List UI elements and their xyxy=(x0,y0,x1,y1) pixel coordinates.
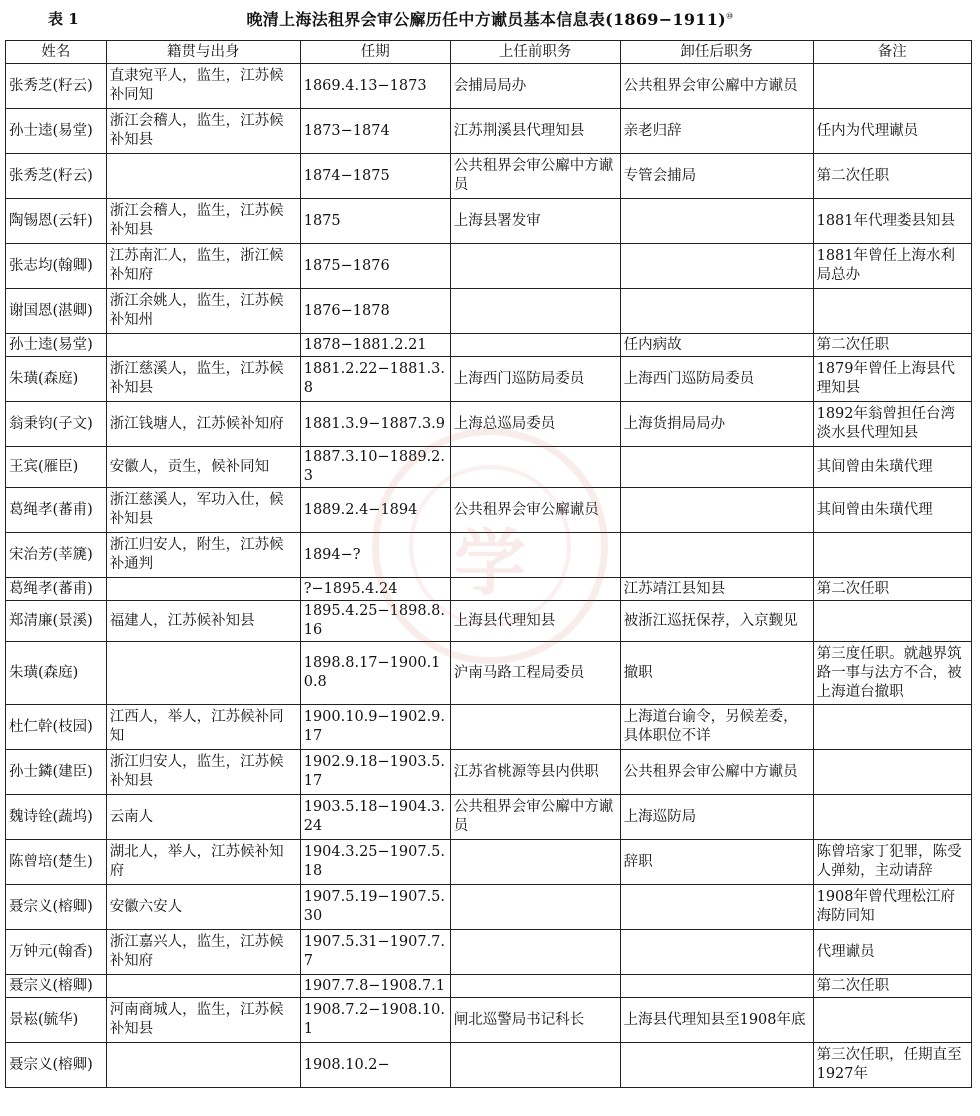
header-row xyxy=(6,41,972,64)
cell-remarks xyxy=(813,795,971,840)
cell-origin xyxy=(106,578,300,601)
cell-origin: 浙江余姚人，监生，江苏候补知州 xyxy=(106,289,300,334)
cell-previous-post xyxy=(450,885,620,930)
cell-name: 聂宗义(榕卿) xyxy=(6,1043,107,1088)
cell-term: 1875−1876 xyxy=(300,244,450,289)
cell-previous-post: 会捕局局办 xyxy=(450,64,620,109)
cell-origin: 浙江会稽人，监生，江苏候补知县 xyxy=(106,199,300,244)
cell-term: 1875 xyxy=(300,199,450,244)
cell-name: 张志均(翰卿) xyxy=(6,244,107,289)
cell-previous-post xyxy=(450,840,620,885)
cell-remarks: 第三次任职，任期直至1927年 xyxy=(813,1043,971,1088)
cell-next-post xyxy=(620,885,813,930)
cell-previous-post xyxy=(450,578,620,601)
header-term: 任期 xyxy=(300,41,450,64)
watermark-seal: 学 xyxy=(372,428,608,664)
cell-previous-post xyxy=(450,1043,620,1088)
cell-term: 1874−1875 xyxy=(300,154,450,199)
cell-previous-post xyxy=(450,533,620,578)
table-row xyxy=(6,642,972,705)
cell-next-post: 辞职 xyxy=(620,840,813,885)
cell-remarks: 1908年曾代理松江府海防同知 xyxy=(813,885,971,930)
cell-remarks: 其间曾由朱璜代理 xyxy=(813,447,971,488)
cell-previous-post xyxy=(450,244,620,289)
cell-remarks: 第二次任职 xyxy=(813,975,971,998)
table-row xyxy=(6,975,972,998)
cell-remarks: 第二次任职 xyxy=(813,578,971,601)
cell-next-post xyxy=(620,975,813,998)
header-next-post: 卸任后职务 xyxy=(620,41,813,64)
cell-next-post: 上海巡防局 xyxy=(620,795,813,840)
cell-name: 景崧(毓华) xyxy=(6,998,107,1043)
table-row xyxy=(6,795,972,840)
table-row xyxy=(6,289,972,334)
table-row xyxy=(6,244,972,289)
cell-next-post: 上海货捐局局办 xyxy=(620,402,813,447)
cell-previous-post xyxy=(450,289,620,334)
table-row xyxy=(6,930,972,975)
cell-previous-post: 沪南马路工程局委员 xyxy=(450,642,620,705)
cell-origin: 浙江归安人，附生，江苏候补通判 xyxy=(106,533,300,578)
cell-name: 孙士逵(易堂) xyxy=(6,109,107,154)
cell-origin: 浙江钱塘人，江苏候补知府 xyxy=(106,402,300,447)
cell-origin: 浙江嘉兴人，监生，江苏候补知府 xyxy=(106,930,300,975)
cell-name: 宋治芳(莘篪) xyxy=(6,533,107,578)
cell-term: 1900.10.9−1902.9.17 xyxy=(300,705,450,750)
table-row xyxy=(6,199,972,244)
cell-name: 孙士逵(易堂) xyxy=(6,334,107,357)
table-row xyxy=(6,885,972,930)
cell-next-post xyxy=(620,533,813,578)
cell-previous-post: 上海县署发审 xyxy=(450,199,620,244)
cell-next-post: 公共租界会审公廨中方谳员 xyxy=(620,750,813,795)
cell-origin: 江苏南汇人，监生，浙江候补知府 xyxy=(106,244,300,289)
table-row xyxy=(6,840,972,885)
cell-name: 葛绳孝(蕃甫) xyxy=(6,578,107,601)
cell-term: 1887.3.10−1889.2.3 xyxy=(300,447,450,488)
cell-next-post xyxy=(620,1043,813,1088)
cell-previous-post: 公共租界会审公廨谳员 xyxy=(450,488,620,533)
header-previous-post: 上任前职务 xyxy=(450,41,620,64)
cell-origin xyxy=(106,975,300,998)
cell-next-post: 专管会捕局 xyxy=(620,154,813,199)
cell-name: 葛绳孝(蕃甫) xyxy=(6,488,107,533)
cell-term: ?−1895.4.24 xyxy=(300,578,450,601)
cell-remarks xyxy=(813,705,971,750)
cell-previous-post: 江苏省桃源等县内供职 xyxy=(450,750,620,795)
cell-origin: 福建人，江苏候补知县 xyxy=(106,601,300,642)
cell-remarks xyxy=(813,998,971,1043)
cell-term: 1907.5.31−1907.7.7 xyxy=(300,930,450,975)
cell-remarks: 其间曾由朱璜代理 xyxy=(813,488,971,533)
cell-origin: 云南人 xyxy=(106,795,300,840)
cell-remarks: 陈曾培家丁犯罪，陈受人弹劾，主动请辞 xyxy=(813,840,971,885)
cell-remarks xyxy=(813,289,971,334)
cell-origin: 安徽六安人 xyxy=(106,885,300,930)
cell-term: 1908.7.2−1908.10.1 xyxy=(300,998,450,1043)
cell-origin: 浙江会稽人，监生，江苏候补知县 xyxy=(106,109,300,154)
table-row xyxy=(6,447,972,488)
info-table xyxy=(5,40,972,1088)
cell-name: 陈曾培(楚生) xyxy=(6,840,107,885)
cell-previous-post xyxy=(450,334,620,357)
cell-term: 1881.3.9−1887.3.9 xyxy=(300,402,450,447)
cell-origin: 浙江慈溪人，军功入仕，候补知县 xyxy=(106,488,300,533)
cell-next-post: 上海县代理知县至1908年底 xyxy=(620,998,813,1043)
cell-term: 1903.5.18−1904.3.24 xyxy=(300,795,450,840)
table-row xyxy=(6,998,972,1043)
table-row xyxy=(6,334,972,357)
header-name: 姓名 xyxy=(6,41,107,64)
cell-origin: 江西人，举人，江苏候补同知 xyxy=(106,705,300,750)
cell-previous-post: 江苏荆溪县代理知县 xyxy=(450,109,620,154)
cell-name: 张秀芝(籽云) xyxy=(6,154,107,199)
cell-name: 张秀芝(籽云) xyxy=(6,64,107,109)
cell-next-post: 撤职 xyxy=(620,642,813,705)
cell-term: 1907.5.19−1907.5.30 xyxy=(300,885,450,930)
cell-next-post xyxy=(620,930,813,975)
table-row xyxy=(6,109,972,154)
table-title xyxy=(0,7,980,30)
cell-previous-post: 公共租界会审公廨中方谳员 xyxy=(450,795,620,840)
footnote-mark: ⑩ xyxy=(726,11,734,21)
cell-origin: 浙江归安人，监生，江苏候补知县 xyxy=(106,750,300,795)
cell-previous-post xyxy=(450,705,620,750)
cell-name: 聂宗义(榕卿) xyxy=(6,975,107,998)
cell-previous-post: 公共租界会审公廨中方谳员 xyxy=(450,154,620,199)
cell-previous-post: 上海县代理知县 xyxy=(450,601,620,642)
cell-previous-post xyxy=(450,930,620,975)
cell-next-post xyxy=(620,488,813,533)
cell-previous-post: 闸北巡警局书记科长 xyxy=(450,998,620,1043)
cell-origin: 安徽人，贡生，候补同知 xyxy=(106,447,300,488)
cell-remarks xyxy=(813,64,971,109)
cell-term: 1904.3.25−1907.5.18 xyxy=(300,840,450,885)
table-row xyxy=(6,357,972,402)
table-row xyxy=(6,533,972,578)
table-row xyxy=(6,402,972,447)
cell-remarks: 第三度任职。就越界筑路一事与法方不合，被上海道台撤职 xyxy=(813,642,971,705)
cell-next-post xyxy=(620,244,813,289)
cell-next-post: 上海道台谕令，另候差委，具体职位不详 xyxy=(620,705,813,750)
table-row xyxy=(6,64,972,109)
cell-next-post: 被浙江巡抚保荐，入京觐见 xyxy=(620,601,813,642)
table-title-text: 晚清上海法租界会审公廨历任中方谳员基本信息表(1869−1911) xyxy=(246,10,727,29)
cell-name: 郑清廉(景溪) xyxy=(6,601,107,642)
cell-next-post xyxy=(620,199,813,244)
cell-next-post: 上海西门巡防局委员 xyxy=(620,357,813,402)
table-row xyxy=(6,154,972,199)
cell-name: 杜仁幹(枝园) xyxy=(6,705,107,750)
cell-origin xyxy=(106,642,300,705)
cell-previous-post: 上海总巡局委员 xyxy=(450,402,620,447)
cell-name: 朱璜(森庭) xyxy=(6,357,107,402)
table-row xyxy=(6,601,972,642)
cell-previous-post xyxy=(450,975,620,998)
cell-remarks xyxy=(813,533,971,578)
cell-term: 1902.9.18−1903.5.17 xyxy=(300,750,450,795)
table-caption xyxy=(0,0,980,38)
cell-term: 1878−1881.2.21 xyxy=(300,334,450,357)
cell-origin: 湖北人，举人，江苏候补知府 xyxy=(106,840,300,885)
cell-remarks: 任内为代理谳员 xyxy=(813,109,971,154)
cell-name: 翁秉钧(子文) xyxy=(6,402,107,447)
table-label: 表 1 xyxy=(48,10,79,28)
cell-remarks: 1881年代理娄县知县 xyxy=(813,199,971,244)
cell-next-post: 任内病故 xyxy=(620,334,813,357)
cell-remarks xyxy=(813,601,971,642)
cell-next-post xyxy=(620,289,813,334)
cell-next-post xyxy=(620,447,813,488)
cell-origin: 直隶宛平人，监生，江苏候补同知 xyxy=(106,64,300,109)
cell-remarks: 1892年翁曾担任台湾淡水县代理知县 xyxy=(813,402,971,447)
cell-term: 1907.7.8−1908.7.1 xyxy=(300,975,450,998)
table-row xyxy=(6,750,972,795)
cell-next-post: 公共租界会审公廨中方谳员 xyxy=(620,64,813,109)
cell-name: 魏诗铨(蔬坞) xyxy=(6,795,107,840)
cell-term: 1908.10.2− xyxy=(300,1043,450,1088)
cell-term: 1881.2.22−1881.3.8 xyxy=(300,357,450,402)
cell-name: 万钟元(翰香) xyxy=(6,930,107,975)
header-origin: 籍贯与出身 xyxy=(106,41,300,64)
cell-name: 朱璜(森庭) xyxy=(6,642,107,705)
cell-remarks xyxy=(813,750,971,795)
cell-remarks: 第二次任职 xyxy=(813,154,971,199)
cell-next-post: 江苏靖江县知县 xyxy=(620,578,813,601)
cell-origin xyxy=(106,334,300,357)
cell-term: 1889.2.4−1894 xyxy=(300,488,450,533)
table-row xyxy=(6,578,972,601)
cell-name: 聂宗义(榕卿) xyxy=(6,885,107,930)
cell-term: 1876−1878 xyxy=(300,289,450,334)
cell-term: 1895.4.25−1898.8.16 xyxy=(300,601,450,642)
cell-term: 1873−1874 xyxy=(300,109,450,154)
header-remarks: 备注 xyxy=(813,41,971,64)
cell-name: 王宾(雁臣) xyxy=(6,447,107,488)
cell-remarks: 1881年曾任上海水利局总办 xyxy=(813,244,971,289)
table-row xyxy=(6,1043,972,1088)
cell-origin: 河南商城人，监生，江苏候补知县 xyxy=(106,998,300,1043)
cell-term: 1869.4.13−1873 xyxy=(300,64,450,109)
cell-remarks: 1879年曾任上海县代理知县 xyxy=(813,357,971,402)
table-row xyxy=(6,705,972,750)
cell-remarks: 第二次任职 xyxy=(813,334,971,357)
cell-previous-post: 上海西门巡防局委员 xyxy=(450,357,620,402)
cell-origin xyxy=(106,154,300,199)
cell-origin xyxy=(106,1043,300,1088)
cell-origin: 浙江慈溪人，监生，江苏候补知县 xyxy=(106,357,300,402)
cell-term: 1894−? xyxy=(300,533,450,578)
cell-name: 孙士鏻(建臣) xyxy=(6,750,107,795)
cell-remarks: 代理谳员 xyxy=(813,930,971,975)
cell-next-post: 亲老归辞 xyxy=(620,109,813,154)
cell-name: 谢国恩(湛卿) xyxy=(6,289,107,334)
table-row xyxy=(6,488,972,533)
cell-term: 1898.8.17−1900.10.8 xyxy=(300,642,450,705)
cell-name: 陶锡恩(云轩) xyxy=(6,199,107,244)
cell-previous-post xyxy=(450,447,620,488)
